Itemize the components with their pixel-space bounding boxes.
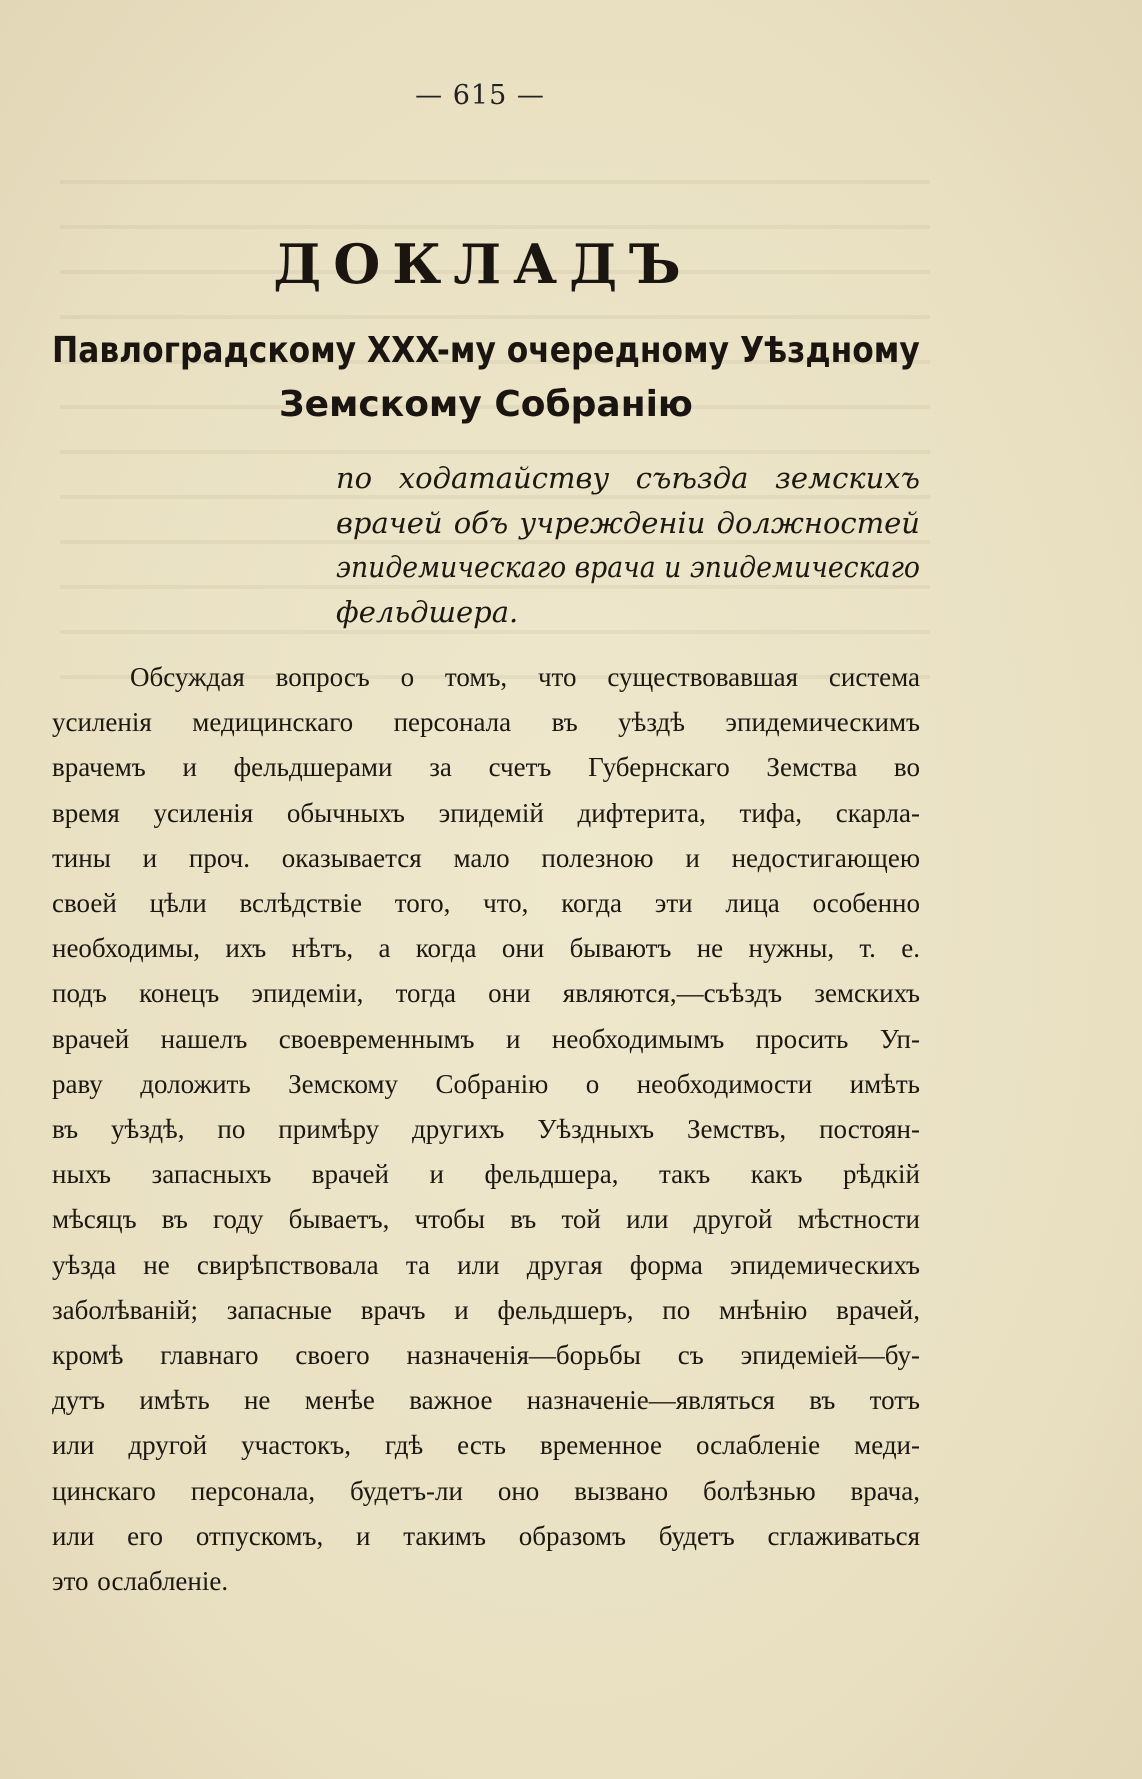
subheading-line: фельдшера.	[336, 595, 519, 630]
body-line: Обсуждая вопросъ о томъ, что существовавшая система	[130, 662, 920, 692]
body-line: или его отпускомъ, и такимъ образомъ будетъ сглаживаться	[52, 1520, 920, 1551]
subheading-line: врачей объ учрежденіи должностей	[336, 505, 920, 540]
body-line: мѣсяцъ въ году бываетъ, чтобы въ той или другой мѣстности	[52, 1204, 920, 1235]
body-paragraph	[52, 655, 920, 1604]
subheading-line: по ходатайству съѣзда земскихъ	[336, 461, 920, 495]
page-number: — 615 —	[415, 80, 545, 111]
body-line: цинскаго персонала, будетъ-ли оно вызвано болѣзнью врача,	[52, 1475, 920, 1506]
body-line: усиленія медицинскаго персонала въ уѣздѣ эпидемическимъ	[52, 707, 920, 738]
body-line: тины и проч. оказывается мало полезною и недостигающею	[52, 842, 920, 873]
body-line: въ уѣздѣ, по примѣру другихъ Уѣздныхъ Земствъ, постоян-	[52, 1114, 920, 1145]
body-line: заболѣваній; запасные врачъ и фельдшеръ, по мнѣнію врачей,	[52, 1294, 920, 1325]
body-line: кромѣ главнаго своего назначенія—борьбы съ эпидеміей—бу-	[52, 1340, 920, 1371]
subheading-line: эпидемическаго врача и эпидемическаго	[336, 550, 921, 585]
subtitle-line-2: Земскому Собранію	[279, 384, 693, 425]
body-line: врачемъ и фельдшерами за счетъ Губернскаго Земства во	[52, 752, 920, 783]
body-line: уѣзда не свирѣпствовала та или другая форма эпидемическихъ	[52, 1249, 920, 1280]
body-line: врачей нашелъ своевременнымъ и необходимымъ просить Уп-	[52, 1023, 920, 1054]
body-line: раву доложить Земскому Собранію о необходимости имѣть	[52, 1068, 920, 1099]
body-line: дутъ имѣть не менѣе важное назначеніе—являться въ тотъ	[52, 1385, 920, 1416]
body-line: или другой участокъ, гдѣ есть временное ослабленіе меди-	[52, 1430, 920, 1461]
body-line: время усиленія обычныхъ эпидемій дифтерита, тифа, скарла-	[52, 797, 920, 828]
body-line: это ослабленіе.	[52, 1566, 229, 1597]
body-line: необходимы, ихъ нѣтъ, а когда они бываютъ не нужны, т. е.	[52, 933, 920, 964]
subtitle-line-1: Павлоградскому XXX-му очередному Уѣздному	[52, 330, 920, 371]
body-line: ныхъ запасныхъ врачей и фельдшера, такъ какъ рѣдкій	[52, 1159, 920, 1190]
body-line: подъ конецъ эпидеміи, тогда они являются,—съѣздъ земскихъ	[52, 978, 920, 1009]
subheading	[336, 456, 920, 635]
body-line: своей цѣли вслѣдствіе того, что, когда эти лица особенно	[52, 888, 920, 919]
document-title: ДОКЛАДЪ	[273, 232, 693, 296]
